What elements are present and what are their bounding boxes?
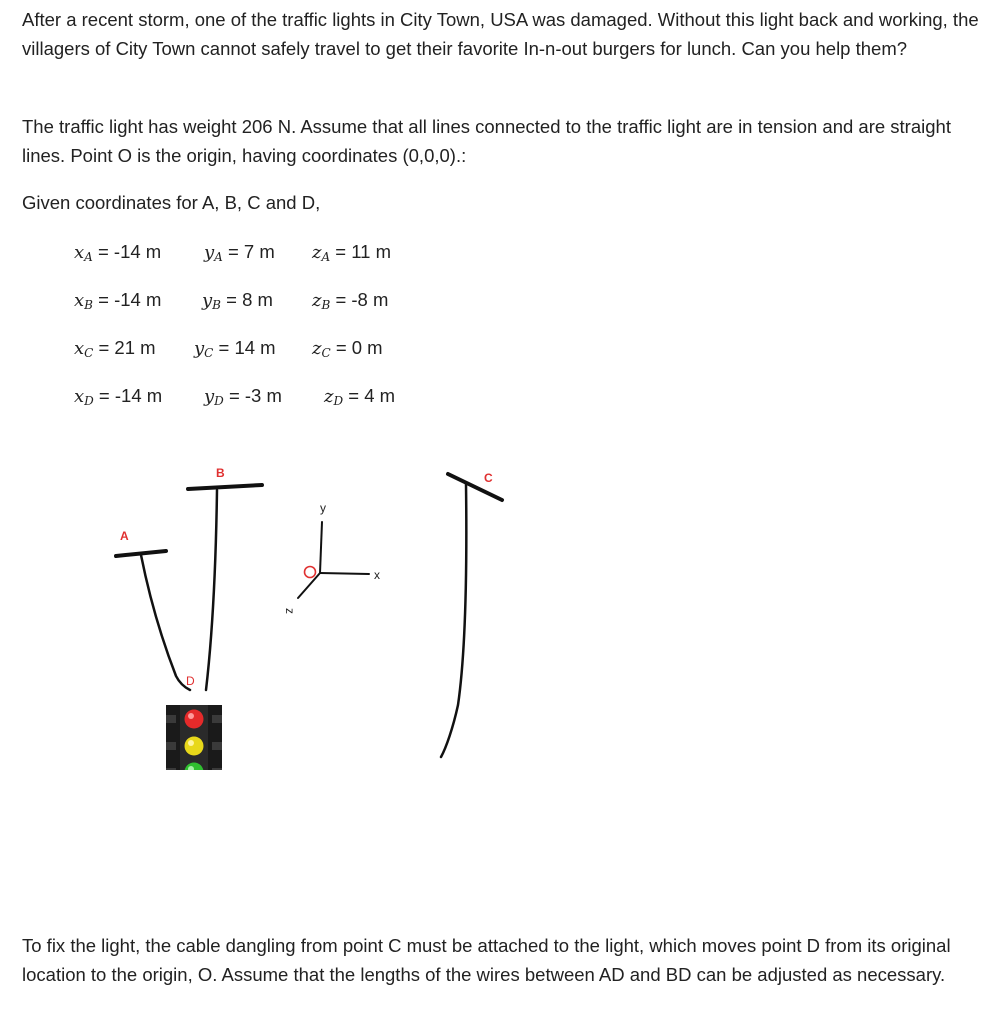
- closing-paragraph: To fix the light, the cable dangling from point C must be attached to the light, which moves point D from its original location to the origin, O. Assume that the lengths of the wires between AD and BD can be adjusted as necessary.: [22, 935, 951, 985]
- coord-x-d: $x_D = -14$ m: [74, 385, 163, 408]
- given-intro: Given coordinates for A, B, C and D,: [22, 192, 321, 213]
- coord-x-c: $x_C = 21$ m: [74, 337, 156, 360]
- label-a: A: [120, 529, 129, 543]
- red-light-icon: [185, 710, 204, 729]
- cable-ad: [141, 555, 190, 690]
- coord-z-d: $z_D = 4$ m: [324, 385, 396, 408]
- coord-x-a: $x_A = -14$ m: [74, 241, 162, 264]
- cable-bd: [206, 490, 217, 690]
- pole-b-bar: [188, 485, 262, 489]
- intro-paragraph: After a recent storm, one of the traffic lights in City Town, USA was damaged. Without this light back and working, the villagers of City Town cannot safely travel to get their favorite In-n-out burgers for lunch. Can you help them?: [22, 9, 979, 59]
- axis-y-label: y: [320, 501, 326, 515]
- traffic-light-icon: [166, 705, 222, 770]
- label-b: B: [216, 466, 225, 480]
- coord-row-a: [74, 238, 391, 266]
- coord-x-b: $x_B = -14$ m: [74, 289, 162, 312]
- axis-z-label: z: [283, 608, 297, 614]
- coord-z-a: $z_A = 11$ m: [312, 241, 391, 264]
- coord-row-d: [74, 382, 395, 410]
- cable-c: [441, 484, 466, 757]
- origin-marker: [305, 567, 316, 578]
- axis-x-label: x: [374, 568, 380, 582]
- coord-z-b: $z_B = -8$ m: [312, 289, 389, 312]
- label-c: C: [484, 471, 493, 485]
- coord-z-c: $z_C = 0$ m: [312, 337, 383, 360]
- axis-x-line: [320, 573, 369, 574]
- traffic-light-diagram: [100, 455, 520, 770]
- coord-y-b: $y_B = 8$ m: [202, 289, 273, 312]
- coord-row-c: [74, 334, 383, 362]
- coord-y-a: $y_A = 7$ m: [204, 241, 275, 264]
- label-d: D: [186, 674, 195, 688]
- axis-y-line: [320, 522, 322, 573]
- coord-y-c: $y_C = 14$ m: [194, 337, 276, 360]
- yellow-light-icon: [185, 737, 204, 756]
- problem-paragraph: The traffic light has weight 206 N. Assume that all lines connected to the traffic light are in tension and are straight lines. Point O is the origin, having coordinates (0,0,0).:: [22, 116, 951, 166]
- label-o: O: [304, 576, 305, 577]
- pole-c-bar: [448, 474, 502, 500]
- coord-row-b: [74, 286, 388, 314]
- coord-y-d: $y_D = -3$ m: [204, 385, 282, 408]
